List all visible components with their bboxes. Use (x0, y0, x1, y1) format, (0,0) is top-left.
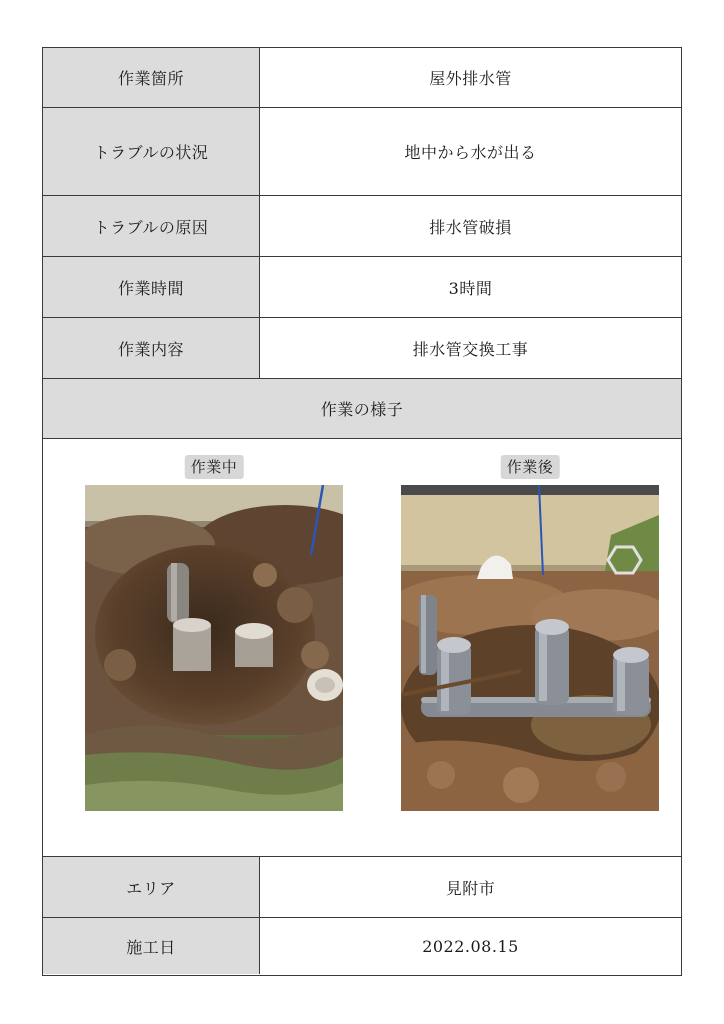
row-value: 排水管交換工事 (412, 339, 529, 359)
photo-area (43, 439, 681, 857)
row-value: 屋外排水管 (429, 69, 512, 88)
section-title: 作業の様子 (43, 379, 681, 439)
photo-before-image (85, 485, 343, 811)
row-label: 作業内容 (43, 318, 260, 378)
row-area (43, 857, 681, 918)
photo-after (401, 439, 659, 857)
row-label: トラブルの状況 (43, 108, 260, 195)
row-work-time (43, 257, 681, 318)
row-construction-date (43, 918, 681, 974)
row-trouble-status (43, 108, 681, 196)
row-work-location (43, 48, 681, 108)
photo-caption-after: 作業後 (501, 455, 560, 479)
photo-caption-before: 作業中 (185, 455, 244, 479)
row-work-content (43, 318, 681, 379)
row-label: トラブルの原因 (43, 196, 260, 256)
row-label: 作業箇所 (43, 48, 260, 107)
row-value: 排水管破損 (429, 217, 512, 237)
row-value: 地中から水が出る (404, 143, 537, 162)
row-label: 作業時間 (43, 257, 260, 317)
work-report-sheet (42, 47, 682, 976)
photo-before (85, 439, 343, 857)
row-label: 施工日 (43, 918, 260, 974)
row-label: エリア (43, 857, 260, 917)
row-value: 3時間 (448, 278, 493, 298)
photo-after-image (401, 485, 659, 811)
row-value: 2022.08.15 (422, 936, 519, 956)
row-value: 見附市 (445, 878, 496, 898)
row-trouble-cause (43, 196, 681, 257)
